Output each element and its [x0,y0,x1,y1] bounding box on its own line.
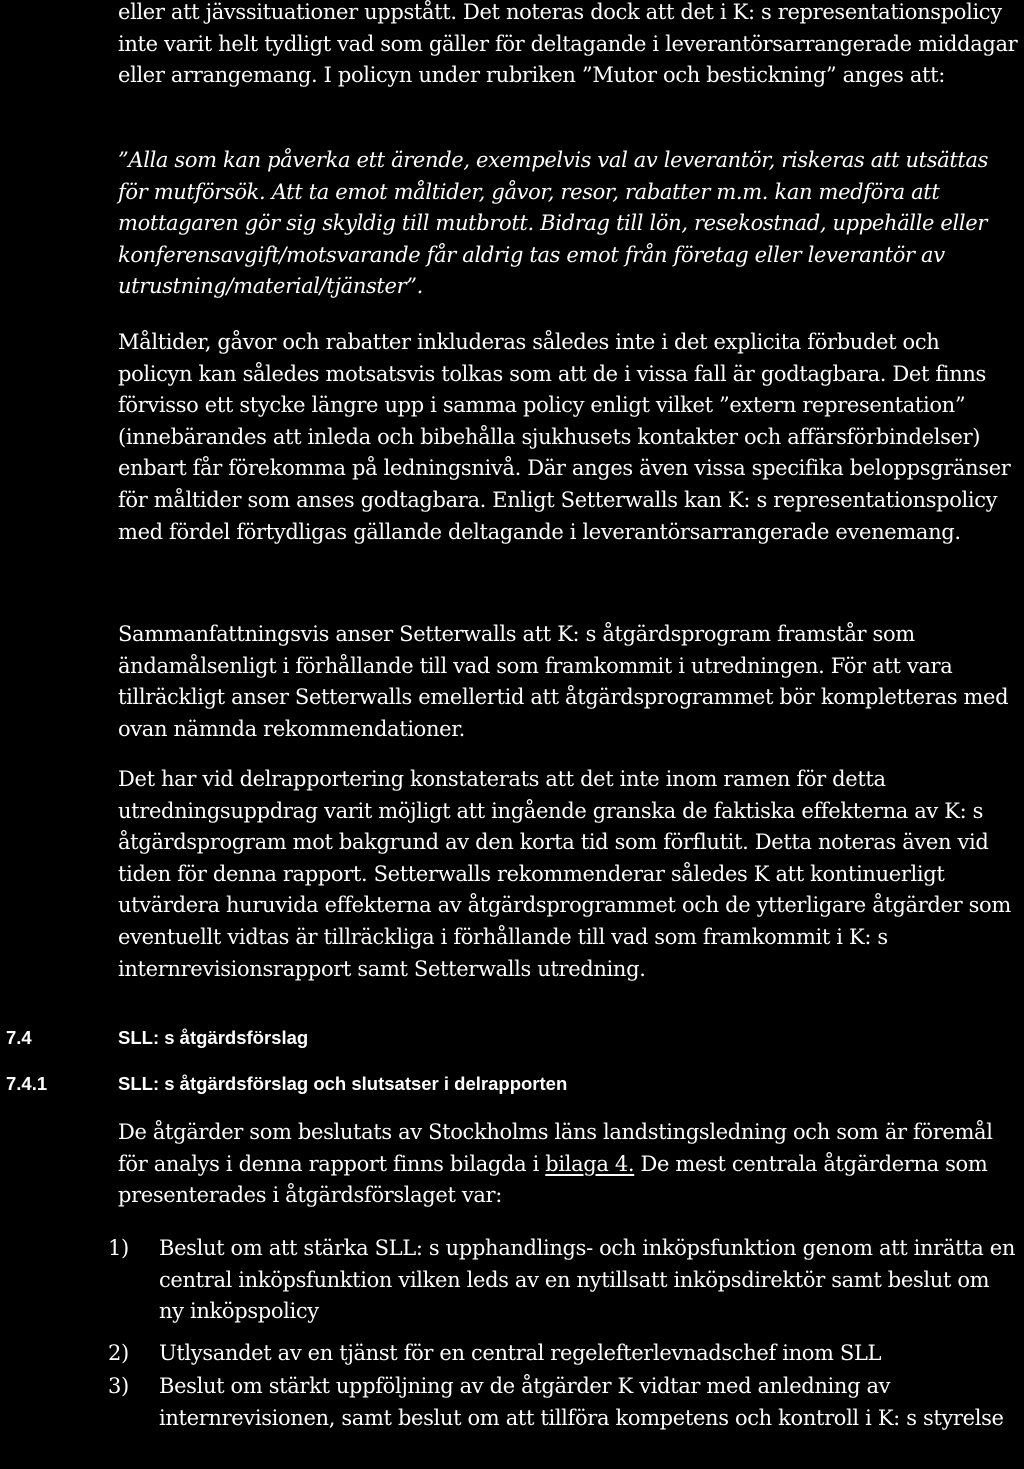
intro-text-after: De mest centrala åtgärderna som presenterades i åtgärdsförslaget var: [118,1151,988,1208]
list-marker: 2) [108,1341,129,1365]
paragraph-policy-analysis: Måltider, gåvor och rabatter inkluderas således inte i det explicita förbudet och policyn kan således motsatsvis tolkas som att de i vissa fall är godtagbara. Det finns förvisso ett stycke längre upp i samma policy enligt vilket ”extern representation” (innebärandes att inleda och bibehålla sjukhusets kontakter och affärsförbindelser) enbart får förekomma på ledningsnivå. Där anges även vissa specifika beloppsgränser för måltider som anses godtagbara. Enligt Setterwalls kan K: s representationspolicy med fördel förtydligas gällande deltagande i leverantörsarrangerade evenemang. [118,330,1011,544]
section-title-7-4: SLL: s åtgärdsförslag [118,1027,309,1048]
list-item-text: Beslut om stärkt uppföljning av de åtgärder K vidtar med anledning av internrevisionen, samt beslut om att tillföra kompetens och kontroll i K: s styrelse [159,1374,1004,1430]
section-title-7-4-1: SLL: s åtgärdsförslag och slutsatser i delrapporten [118,1073,568,1094]
paragraph-sll-intro [118,1117,1018,1212]
paragraph-policy-intro: eller att jävssituationer uppstått. Det noteras dock att det i K: s representationspolicy inte varit helt tydligt vad som gäller för deltagande i leverantörsarrangerade middagar eller arrangemang. I policyn under rubriken ”Mutor och bestickning” anges att: [118,0,1018,88]
policy-quote: ”Alla som kan påverka ett ärende, exempelvis val av leverantör, riskeras att utsättas för mutförsök. Att ta emot måltider, gåvor, resor, rabatter m.m. kan medföra att mottagaren gör sig skyldig till mutbrott. Bidrag till lön, resekostnad, uppehälle eller konferensavgift/motsvarande får aldrig tas emot från företag eller leverantör av utrustning/material/tjänster”. [118,148,989,299]
paragraph-recommendation: Det har vid delrapportering konstaterats att det inte inom ramen för detta utredningsuppdrag varit möjligt att ingående granska de faktiska effekterna av K: s åtgärdsprogram mot bakgrund av den korta tid som förflutit. Detta noteras även vid tiden för denna rapport. Setterwalls rekommenderar således K att kontinuerligt utvärdera huruvida effekterna av åtgärdsprogrammet och de ytterligare åtgärder som eventuellt vidtas är tillräckliga i förhållande till vad som framkommit i K: s internrevisionsrapport samt Setterwalls utredning. [118,767,1011,981]
intro-text-before: De åtgärder som beslutats av Stockholms läns landstingsledning och som är föremål för analys i denna rapport finns bilagda i [118,1120,993,1176]
list-marker: 3) [108,1374,129,1398]
list-item-text: Utlysandet av en tjänst för en central regelefterlevnadschef inom SLL [159,1341,882,1365]
bilaga-4-link[interactable]: bilaga 4. [545,1151,635,1176]
paragraph-summary: Sammanfattningsvis anser Setterwalls att K: s åtgärdsprogram framstår som ändamålsenligt i förhållande till vad som framkommit i utredningen. För att vara tillräckligt anser Setterwalls emellertid att åtgärdsprogrammet bör kompletteras med ovan nämnda rekommendationer. [118,622,1009,741]
list-marker: 1) [108,1236,129,1260]
section-number-7-4: 7.4 [6,1027,32,1048]
section-number-7-4-1: 7.4.1 [6,1073,48,1094]
list-item-text: Beslut om att stärka SLL: s upphandlings- och inköpsfunktion genom att inrätta en central inköpsfunktion vilken leds av en nytillsatt inköpsdirektör samt beslut om ny inköpspolicy [159,1236,1015,1324]
